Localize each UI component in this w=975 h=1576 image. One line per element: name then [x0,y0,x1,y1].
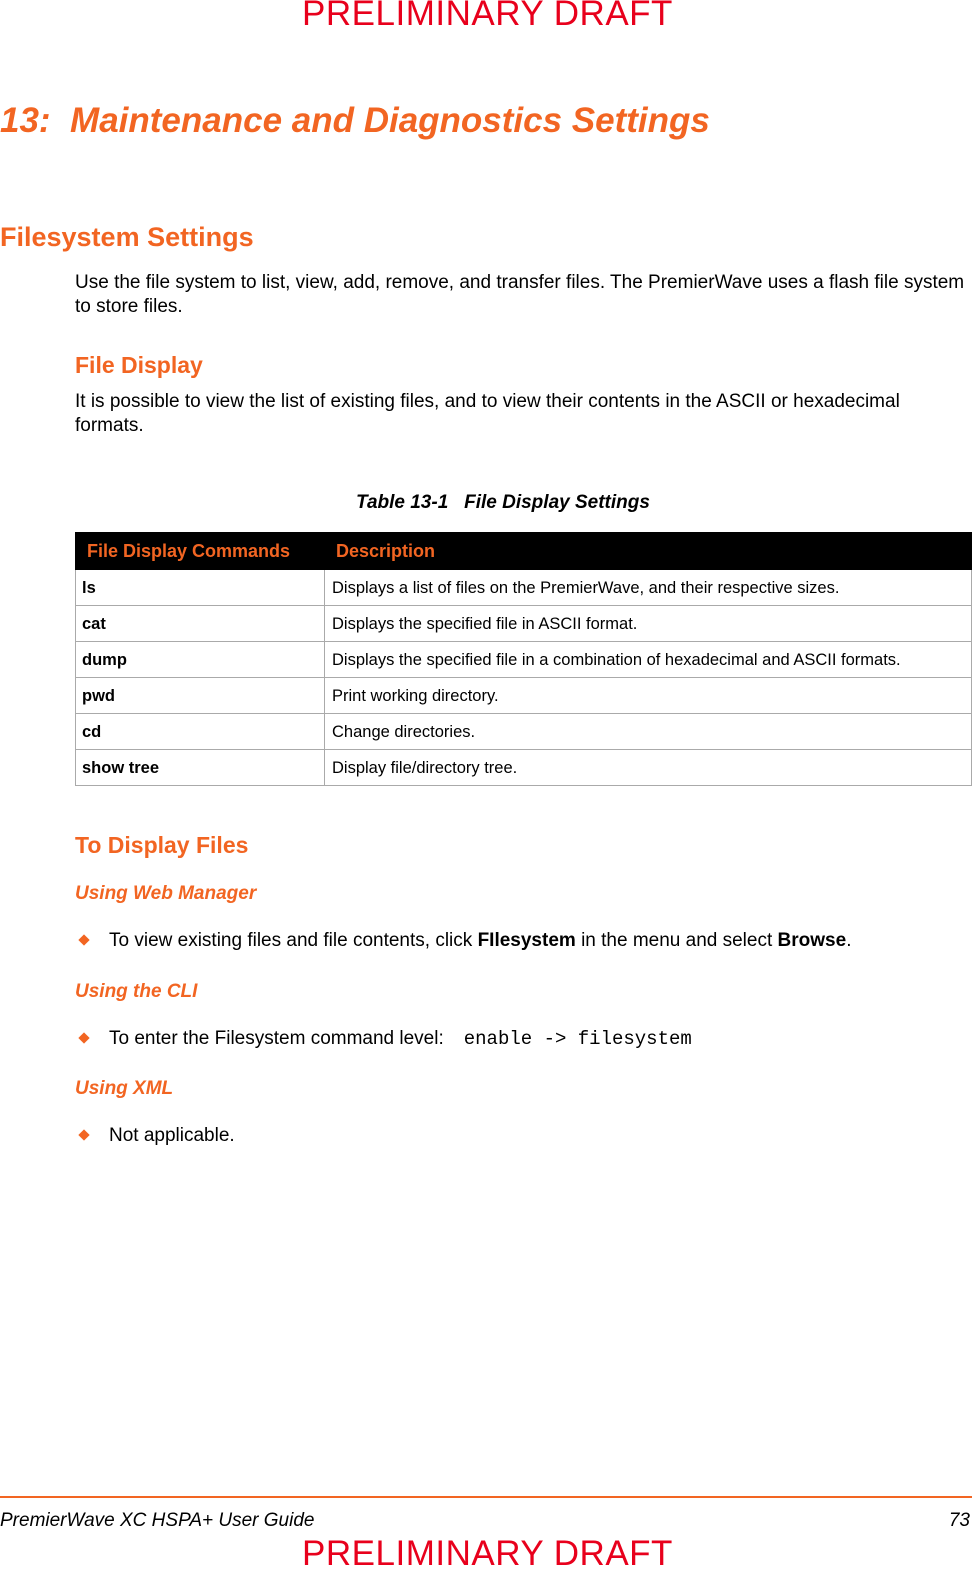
xml-bullet [75,1124,235,1148]
command-cell: dump [76,642,325,678]
description-cell: Displays the specified file in ASCII format. [325,606,972,642]
description-cell: Displays the specified file in a combination of hexadecimal and ASCII formats. [325,642,972,678]
chapter-title: 13: Maintenance and Diagnostics Settings [0,101,710,140]
table-header-row [76,533,972,570]
table-row [76,678,972,714]
description-cell: Change directories. [325,714,972,750]
footer-doc-title: PremierWave XC HSPA+ User Guide [0,1510,315,1531]
description-cell: Display file/directory tree. [325,750,972,786]
web-manager-bullet [75,929,851,953]
to-display-heading: To Display Files [75,832,249,858]
table-row [76,606,972,642]
browse-label: Browse [777,930,847,951]
xml-text: Not applicable. [109,1125,235,1146]
section-title: Filesystem Settings [0,222,254,252]
table-row [76,714,972,750]
file-display-text: It is possible to view the list of existing files, and to view their contents in the ASCII or hexadecimal formats. [75,391,900,436]
command-cell: cat [76,606,325,642]
web-text-pre: To view existing files and file contents, click [109,930,478,951]
table-caption: Table 13-1 File Display Settings [356,492,650,513]
section-intro: Use the file system to list, view, add, remove, and transfer files. The PremierWave uses a flash file system to store files. [75,272,965,317]
command-cell: cd [76,714,325,750]
diamond-bullet-icon [78,934,89,945]
cli-text: To enter the Filesystem command level: [109,1028,444,1049]
command-cell: pwd [76,678,325,714]
table-row [76,570,972,606]
description-cell: Print working directory. [325,678,972,714]
footer-page-number: 73 [948,1510,970,1531]
table-row [76,750,972,786]
file-display-heading: File Display [75,352,203,378]
web-text-mid: in the menu and select [575,930,778,951]
filesystem-menu-label: FIlesystem [477,930,576,951]
cli-bullet [75,1027,692,1051]
diamond-bullet-icon [78,1032,89,1043]
description-cell: Displays a list of files on the PremierWave, and their respective sizes. [325,570,972,606]
web-manager-heading: Using Web Manager [75,883,257,904]
table-row [76,642,972,678]
cli-heading: Using the CLI [75,981,198,1002]
web-text-post: . [846,930,852,951]
header-description: Description [325,533,972,570]
cli-command-code: enable -> filesystem [463,1028,692,1050]
watermark-top: PRELIMINARY DRAFT [302,0,673,33]
command-cell: ls [76,570,325,606]
footer-divider [0,1496,972,1498]
watermark-bottom: PRELIMINARY DRAFT [302,1534,673,1573]
xml-heading: Using XML [75,1078,174,1099]
diamond-bullet-icon [78,1129,89,1140]
command-cell: show tree [76,750,325,786]
file-display-table [75,532,972,786]
header-commands: File Display Commands [76,533,325,570]
